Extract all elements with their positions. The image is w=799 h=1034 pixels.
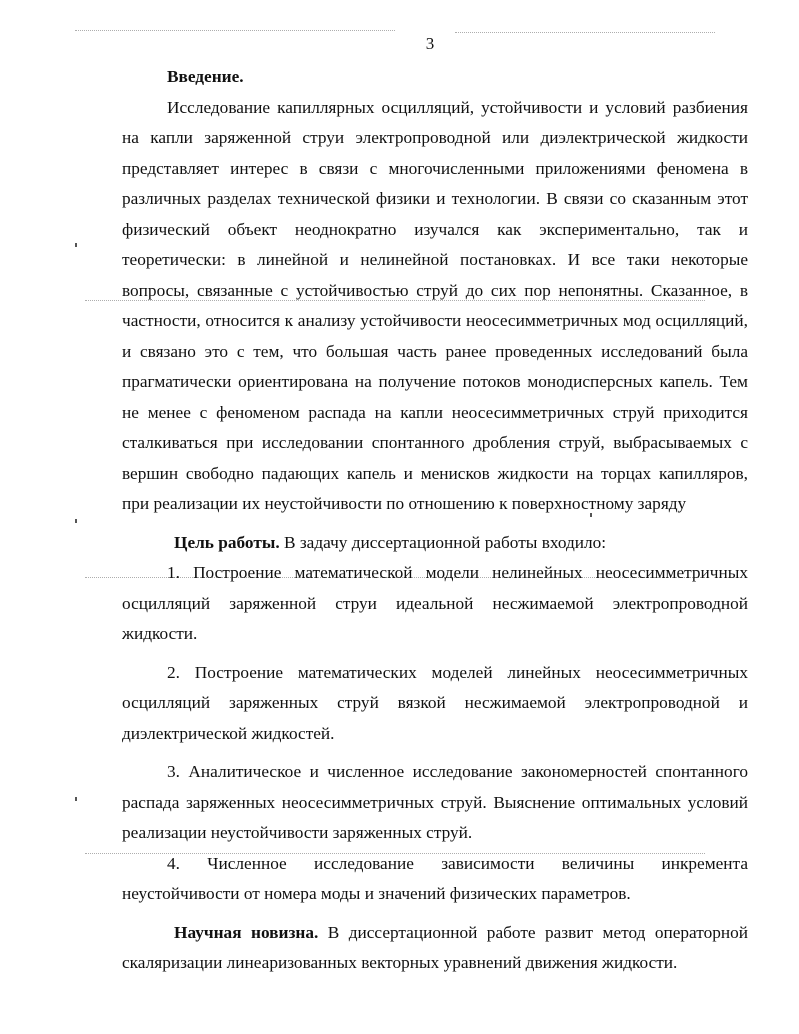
goal-item-4: 4. Численное исследование зависимости величины инкремента неустойчивости от номера моды и значений физических параметров. [122, 853, 748, 903]
goal-text: В задачу диссертационной работы входило: [279, 532, 607, 552]
scan-dot [75, 797, 77, 801]
novelty-paragraph [122, 918, 748, 979]
scan-dot [75, 243, 77, 247]
goal-item-3: 3. Аналитическое и численное исследование закономерностей спонтанного распада заряженных неосесимметричных струй. Выяснение оптимальных условий реализации неустойчивости заряженных струй. [122, 762, 748, 842]
text-column [122, 62, 748, 979]
page-number: 3 [425, 34, 435, 53]
scan-dot [75, 519, 77, 523]
intro-paragraph: Исследование капиллярных осцилляций, устойчивости и условий разбиения на капли заряженной струи электропроводной или диэлектрической жидкости представляет интерес в связи с многочисленными приложениями феномена в различных разделах технической физики и технологии. В связи со сказанным этот физический объект неоднократно изучался как экспериментально, так и теоретически: в линейной и нелинейной постановках. И все таки некоторые вопросы, связанные с устойчивостью струй до сих пор непонятны. Сказанное, в частности, относится к анализу устойчивости неосесимметричных мод осцилляций, и связано это с тем, что большая часть ранее проведенных исследований была прагматически ориентирована на получение потоков монодисперсных капель. Тем не менее с феноменом распада на капли неосесимметричных струй приходится сталкиваться при исследовании спонтанного дробления струй, выбрасываемых с вершин свободно падающих капель и менисков жидкости на торцах капилляров, при реализации их неустойчивости по отношению к поверхностному заряду [122, 97, 748, 513]
goal-item-2: 2. Построение математических моделей линейных неосесимметричных осцилляций заряженных струй вязкой несжимаемой электропроводной и диэлектрической жидкостей. [122, 662, 748, 743]
intro-heading: Введение. [167, 67, 244, 86]
goal-label: Цель работы. [174, 532, 280, 552]
novelty-text: В диссертационной работе развит метод операторной скаляризации линеаризованных векторных уравнений движения жидкости. [122, 922, 748, 972]
novelty-label: Научная новизна. [174, 922, 319, 942]
goal-paragraph [122, 528, 748, 559]
goal-item-1: 1. Построение математической модели нелинейных неосесимметричных осцилляций заряженной струи идеальной несжимаемой электропроводной жидкости. [122, 563, 748, 643]
